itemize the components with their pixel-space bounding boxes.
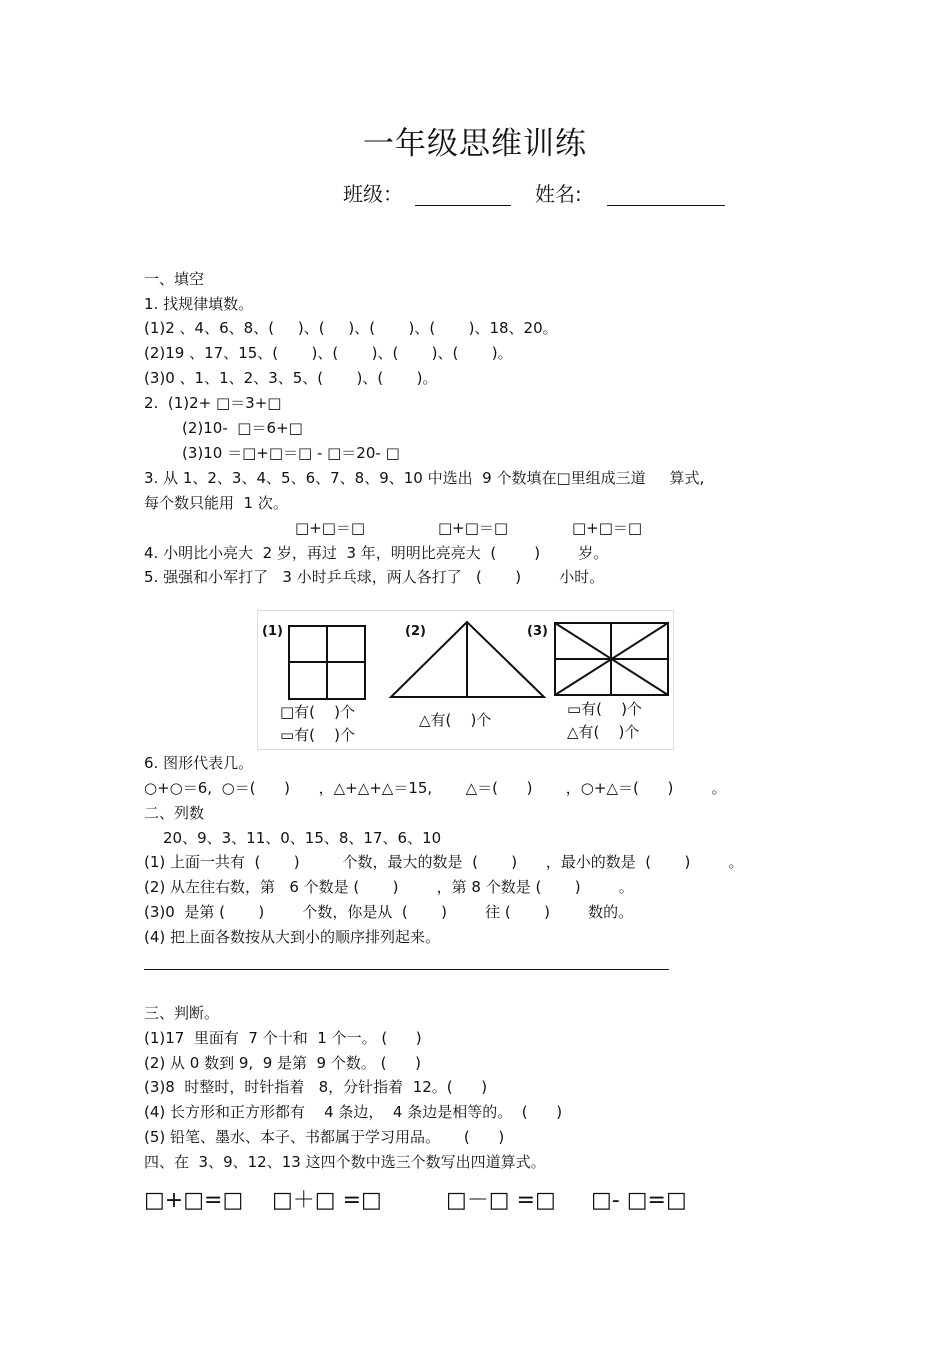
s4-equation-2: □＋□ =□: [272, 1188, 382, 1213]
s2-question-1: (1) 上面一共有 ( ) 个数，最大的数是 ( ) ，最小的数是 ( ) 。: [144, 853, 744, 871]
q1-item-2: (2)19 、17、15、( )、( )、( )、( )。: [144, 344, 513, 362]
s2-question-4: (4) 把上面各数按从大到小的顺序排列起来。: [144, 928, 441, 946]
judge-item-3: (3)8 时整时，时针指着 8，分针指着 12。( ): [144, 1078, 488, 1096]
figure1-rectangle-count: ▭有( )个: [280, 726, 355, 744]
q5-question: 5. 强强和小军打了 3 小时乒乓球，两人各打了 ( ) 小时。: [144, 568, 605, 586]
judge-item-4: (4) 长方形和正方形都有 4 条边， 4 条边是相等的。 ( ): [144, 1103, 563, 1121]
s2-question-2: (2) 从左往右数，第 6 个数是 ( ) ，第 8 个数是 ( ) 。: [144, 878, 634, 896]
figure1-square-count: □有( )个: [280, 703, 355, 721]
judge-item-2: (2) 从 0 数到 9, 9 是第 9 个数。 ( ): [144, 1054, 421, 1072]
q2-item-3: (3)10 ＝□+□＝□ - □＝20- □: [182, 444, 400, 462]
q3-equation-2: □+□＝□: [438, 519, 509, 537]
q2-item-1: 2. (1)2+ □＝3+□: [144, 394, 282, 412]
q3-equation-3: □+□＝□: [572, 519, 643, 537]
q1-item-3: (3)0 、1、1、2、3、5、( )、( )。: [144, 369, 438, 387]
q1-item-1: (1)2 、4、6、8、( )、( )、( )、( )、18、20。: [144, 319, 558, 337]
figure-label-1: (1): [262, 624, 283, 639]
q2-item-2: (2)10- □＝6+□: [182, 419, 303, 437]
q1-prompt: 1. 找规律填数。: [144, 295, 254, 313]
q3-prompt: 3. 从 1、2、3、4、5、6、7、8、9、10 中选出 9 个数填在□里组成三道 算式,: [144, 469, 705, 487]
name-label: 姓名:: [535, 182, 582, 206]
page-title: 一年级思维训练: [363, 126, 587, 162]
judge-item-1: (1)17 里面有 7 个十和 1 个一。 ( ): [144, 1029, 422, 1047]
s4-equation-4: □- □=□: [591, 1188, 687, 1213]
q4-question: 4. 小明比小亮大 2 岁，再过 3 年，明明比亮亮大 ( ) 岁。: [144, 544, 609, 562]
s4-equation-1: □+□=□: [144, 1188, 244, 1213]
figure-label-3: (3): [527, 624, 548, 639]
section2-heading: 二、列数: [144, 804, 205, 822]
answer-line[interactable]: [144, 969, 669, 970]
rectangle-diagonals-shape: [555, 623, 668, 695]
shape-counting-figure: [257, 610, 674, 750]
class-label: 班级：: [343, 182, 403, 206]
figure3-rectangle-count: ▭有( )个: [567, 700, 642, 718]
q6-equations: ○+○＝6, ○＝( ) ，△+△+△＝15, △＝( ) ，○+△＝( ) 。: [144, 779, 727, 797]
figure-label-2: (2): [405, 624, 426, 639]
q3-equation-1: □+□＝□: [295, 519, 366, 537]
figure2-triangle-count: △有( )个: [419, 711, 492, 729]
name-blank[interactable]: [607, 205, 725, 206]
s4-equation-3: □－□ =□: [446, 1188, 556, 1213]
number-list: 20、9、3、11、0、15、8、17、6、10: [163, 829, 442, 847]
s2-question-3: (3)0 是第 ( ) 个数，你是从 ( ) 往 ( ) 数的。: [144, 903, 634, 921]
q6-prompt: 6. 图形代表几。: [144, 754, 254, 772]
square-grid-shape: [289, 626, 365, 699]
section3-heading: 三、判断。: [144, 1004, 220, 1022]
q3-prompt-cont: 每个数只能用 1 次。: [144, 494, 288, 512]
section1-heading: 一、填空: [144, 270, 205, 288]
section4-heading: 四、在 3、9、12、13 这四个数中选三个数写出四道算式。: [144, 1153, 546, 1171]
figure3-triangle-count: △有( )个: [567, 723, 640, 741]
class-blank[interactable]: [415, 205, 511, 206]
judge-item-5: (5) 铅笔、墨水、本子、书都属于学习用品。 ( ): [144, 1128, 505, 1146]
